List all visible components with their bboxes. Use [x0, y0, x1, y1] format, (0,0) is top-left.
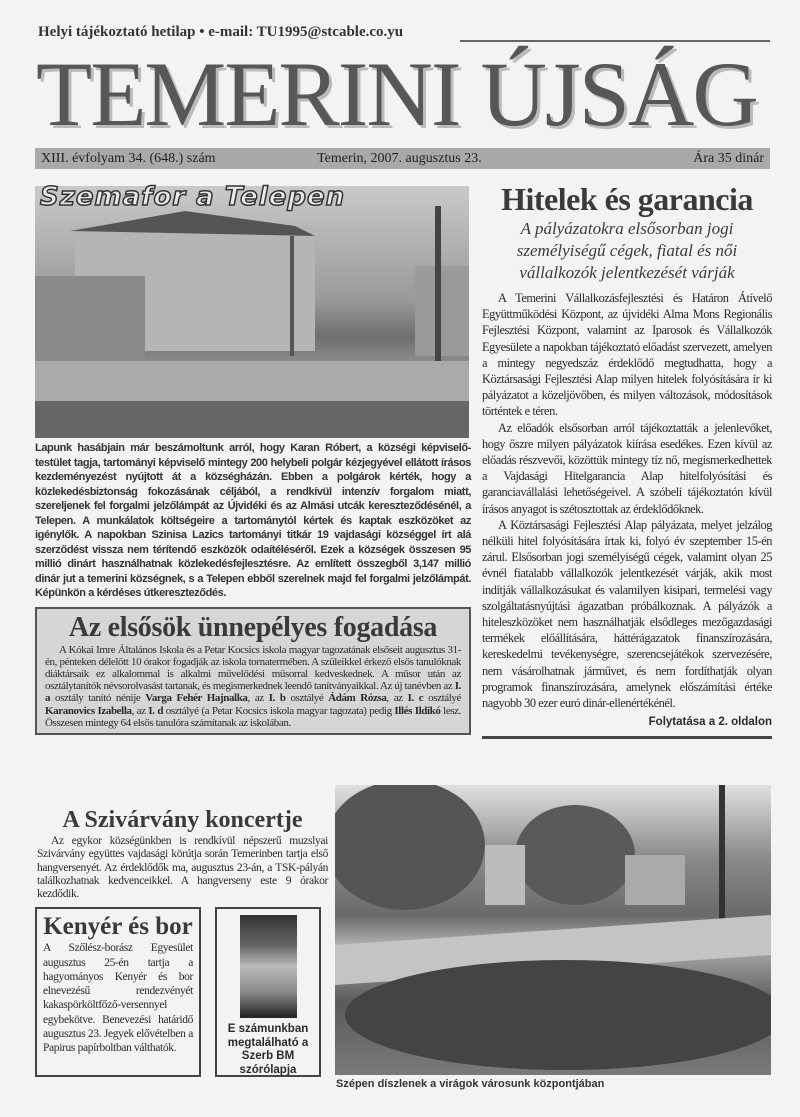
lead-photo [35, 186, 469, 438]
park-photo-caption: Szépen díszlenek a virágok városunk központjában [336, 1078, 605, 1090]
text: lesz. Összesen mintegy 64 elsős tanulóra számítanak az iskolában. [45, 704, 462, 729]
continued-link[interactable]: Folytatása a 2. oldalon [648, 716, 772, 729]
class-name: I. d [148, 704, 164, 717]
class-name: I. a [45, 680, 461, 705]
article-subtitle-hitelek: A pályázatokra elsősorban jogi személyiségű cégek, fiatal és női vállalkozók jelentkezését várják [516, 219, 738, 282]
text: A Kókai Imre Általános Iskola és a Petar Kocsics iskola magyar tagozatának elsőseit augusztus 31-én, pénteken délelőtt 10 órakor fogadják az iskola tornatermében. A szüleikkel érkező elsős tanulóknak diáktársaik ez alkalommal is alkalmi művelődési műsorral kedveskednek. A műsor után az osztálytanítók névsorolvasást tartanak, és megismerkednek leendő tanítványaikkal. Az új tanévben az [45, 643, 461, 693]
text: osztályé [423, 692, 461, 705]
issue-date: Temerin, 2007. augusztus 23. [317, 150, 482, 166]
park-scene-illustration [335, 785, 771, 1075]
street-scene-illustration [35, 186, 469, 438]
article-body-kenyer: A Szőlész-borász Egyesület augusztus 25-én tartja a hagyományos Kenyér és bor elnevezésű rendezvényét kakaspörköltfőző-versennyel egybekötve. Benevezési határidő augusztus 23. Jegyek elővételben a Papirus papírboltban válthatók. [43, 942, 193, 1054]
article-box-kenyer [35, 907, 201, 1077]
bottom-left-column [35, 805, 330, 1077]
issue-price: Ára 35 dinár [693, 150, 764, 166]
teacher-name: Illés Ildikó [394, 704, 441, 717]
article-title-elsosok: Az elsősök ünnepélyes fogadása [68, 611, 438, 643]
leaflet-thumbnail [240, 915, 297, 1018]
text: osztályé [285, 692, 329, 705]
article-title-szivarvany: A Szivárvány koncertje [62, 807, 303, 833]
article-body-szivarvany: Az egykor községünkben is rendkívül népszerű muzslyai Szivárvány együttes vajdasági körútja során Temerinben tartja első hangversenyét. Az érdeklődők ma, augusztus 23-án, a TSK-pályán találkozhatnak kedvenceikkel. A hangverseny este 9 órakor kezdődik. [37, 835, 328, 901]
paragraph: A Köztársasági Fejlesztési Alap pályázata, melyet jelzálog nélküli hitel folyósítására írtak ki, folyó év szeptember 15-én zárul. Elsősorban jogi személyiségű cégek, valamint olyan 25 évnél fiatalabb vállalkozók jelentkezését várják, akik most indítják vállalkozásukat és valamilyen kisipari, termelési vagy szolgáltatásnyújtási ágazatban próbálkoznak. A pályázók a hiteleszközöket nem használhatják elsődleges mezőgazdasági termékek előállítására, háttérágazatok finanszírozására, kereskedelmi tevékenységre, szerencsejátékok szervezésére, nem vásárolhatnak járművet, és nem fordíthatják olyan programok finanszírozására, amelynek előszámítási értéke nagyobb 30 ezer euró dinár-ellenértékénél. [482, 517, 772, 711]
text: , az [131, 704, 149, 717]
leaflet-notice-box [215, 907, 321, 1077]
article-title-kenyer: Kenyér és bor [43, 913, 193, 941]
left-column-flow [35, 441, 471, 735]
paragraph: A Temerini Vállalkozásfejlesztési és Határon Átívelő Együttműködési Központ, az újvidéki Alma Mons Regionális Fejlesztési Központ, valamint az Iparosok és Vállalkozók Egyesülete a napokban tájékoztató előadást szervezett, amelyen a mintegy negyedszáz érdeklődő megtudhatta, hogy a Köztársasági Fejlesztési Alap milyen hitelek folyósítására ír ki pályázatot a közeljövőben, és milyen változások, módosítások történtek e téren. [482, 291, 772, 419]
teacher-name: Karanovics Izabella [45, 704, 132, 717]
paragraph: Az előadók elsősorban arról tájékoztatták a jelenlevőket, hogy őszre milyen pályázatok kiírása esedékes. Ezen kívül az előadás részvevői, közöttük mintegy tíz nő, megismerkedhettek a Vajdasági Hitelgarancia Alap hitelfolyósítási és garanciavállalási lehetőségeivel. A szóbeli tájékoztatón kívül írásos anyagot is szétosztottak az érdeklődőknek. [482, 420, 772, 516]
issue-number: XIII. évfolyam 34. (648.) szám [41, 150, 216, 166]
teacher-name: Ádám Rózsa [328, 692, 387, 705]
article-title-hitelek: Hitelek és garancia [501, 181, 753, 217]
article-box-elsosok [35, 607, 471, 735]
lead-photo-title: Szemafor a Telepen [40, 182, 346, 212]
bottom-boxes [35, 907, 330, 1077]
lead-caption: Lapunk hasábjain már beszámoltunk arról, hogy Karan Róbert, a községi képviselő-testület tagja, tartományi képviselő mintegy 200 helybeli polgár kézjegyével ellátott írásos kezdeményezést nyújtott át a községházán. Ebben a polgárok kérték, hogy a közlekedésbiztonság fokozásának céljából, a rendkívül intenzív forgalom miatt, szereljenek fel forgalmi jelzőlámpát az Újvidéki és az Almási utcák kereszteződésénél, a Telepen. A munkálatok költségeire a tartománytól kértek és kaptak eszközöket az igénylők. A napokban Szinisa Lazics tartományi titkár 19 vajdasági községgel írt alá szerződést vissza nem térítendő eszközök odaítéléséről. Ezek a községek összesen 95 millió dinárt használhatnak közlekedésfejlesztésre. Az említett összegből 3,147 millió dinár jut a temerini községnek, s a Telepen ebből szerelnek majd fel forgalmi jelzőlámpát. Képünkön a kérdéses útkereszteződés. [35, 442, 471, 599]
masthead: TEMERINI ÚJSÁG [36, 43, 757, 145]
park-photo [335, 785, 771, 1075]
class-name: I. b [268, 692, 286, 705]
article-body-elsosok [37, 644, 469, 729]
right-column [482, 180, 772, 739]
article-body-hitelek [482, 290, 772, 711]
text: , az [247, 692, 269, 705]
class-name: I. c [407, 692, 424, 705]
leaflet-notice-text: E számunkban megtalálható a Szerb BM szórólapja [227, 1023, 309, 1076]
teacher-name: Varga Fehér Hajnalka [145, 692, 248, 705]
text: osztály tanító nénije [50, 692, 146, 705]
text: , az [386, 692, 408, 705]
tagline: Helyi tájékoztató hetilap • e-mail: TU1995@stcable.co.yu [38, 24, 404, 40]
issue-info-bar [35, 148, 770, 169]
tagline-rule [460, 40, 770, 42]
text: osztályé (a Petar Kocsics iskola magyar tagozata) pedig [163, 704, 395, 717]
column-rule [482, 736, 772, 739]
